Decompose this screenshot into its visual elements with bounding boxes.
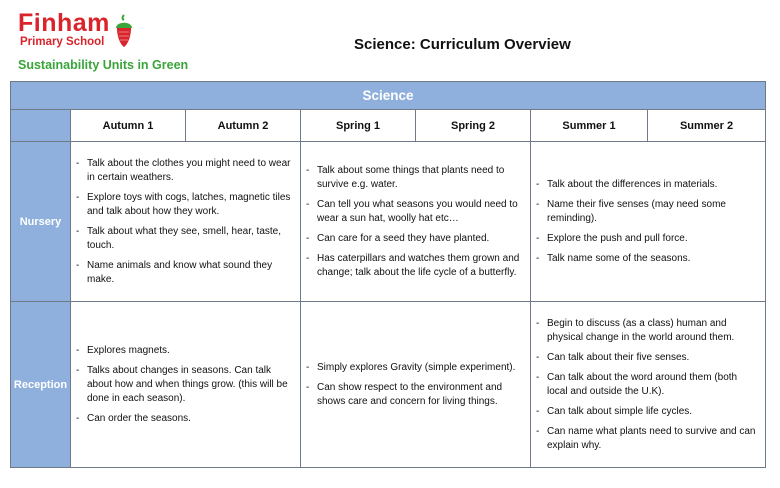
- list-item: - Explore toys with cogs, latches, magnetic tiles and talk about how they work.: [75, 191, 294, 219]
- list-item: - Simply explores Gravity (simple experiment).: [305, 361, 524, 375]
- list-item: - Talk about some things that plants need to survive e.g. water.: [305, 164, 524, 192]
- list-item: - Talk name some of the seasons.: [535, 252, 759, 266]
- table-row: [11, 142, 766, 302]
- row-label: Reception: [11, 302, 71, 468]
- nursery-spring-cell: [301, 142, 531, 302]
- list-item: - Name animals and know what sound they make.: [75, 259, 294, 287]
- document-title: Science: Curriculum Overview: [354, 36, 571, 53]
- corner-cell: [11, 110, 71, 142]
- page-header: [0, 0, 780, 78]
- term-header: Spring 2: [416, 110, 531, 142]
- sustainability-note: Sustainability Units in Green: [18, 58, 189, 72]
- table-row: [11, 302, 766, 468]
- row-label: Nursery: [11, 142, 71, 302]
- list-item: - Can tell you what seasons you would need to wear a sun hat, woolly hat etc…: [305, 198, 524, 226]
- list-item: - Explores magnets.: [75, 344, 294, 358]
- reception-spring-cell: [301, 302, 531, 468]
- list-item: - Can order the seasons.: [75, 412, 294, 426]
- list-item: - Can talk about simple life cycles.: [535, 405, 759, 419]
- reception-summer-cell: [531, 302, 766, 468]
- list-item: - Talks about changes in seasons. Can talk about how and when things grow. (this will be done in each season).: [75, 364, 294, 406]
- list-item: - Name their five senses (may need some reminding).: [535, 198, 759, 226]
- term-header: Summer 2: [648, 110, 766, 142]
- term-header: Autumn 1: [71, 110, 186, 142]
- term-header: Autumn 2: [186, 110, 301, 142]
- list-item: - Can care for a seed they have planted.: [305, 232, 524, 246]
- school-logo: [18, 10, 110, 49]
- list-item: - Can show respect to the environment and shows care and concern for living things.: [305, 381, 524, 409]
- curriculum-table: [10, 81, 766, 468]
- list-item: - Can name what plants need to survive and can explain why.: [535, 425, 759, 453]
- logo-subtitle: Primary School: [20, 36, 105, 48]
- list-item: - Talk about the differences in materials.: [535, 178, 759, 192]
- nursery-summer-cell: [531, 142, 766, 302]
- list-item: - Can talk about the word around them (both local and outside the U.K).: [535, 371, 759, 399]
- term-header-row: [11, 110, 766, 142]
- subject-header-row: [11, 82, 766, 110]
- subject-header: Science: [11, 82, 766, 110]
- list-item: - Explore the push and pull force.: [535, 232, 759, 246]
- logo-name: Finham: [18, 9, 110, 37]
- acorn-icon: [114, 14, 134, 48]
- reception-autumn-cell: [71, 302, 301, 468]
- term-header: Spring 1: [301, 110, 416, 142]
- list-item: - Can talk about their five senses.: [535, 351, 759, 365]
- list-item: - Talk about the clothes you might need to wear in certain weathers.: [75, 157, 294, 185]
- nursery-autumn-cell: [71, 142, 301, 302]
- term-header: Summer 1: [531, 110, 648, 142]
- list-item: - Has caterpillars and watches them grown and change; talk about the life cycle of a butterfly.: [305, 252, 524, 280]
- list-item: - Talk about what they see, smell, hear, taste, touch.: [75, 225, 294, 253]
- list-item: - Begin to discuss (as a class) human and physical change in the world around them.: [535, 317, 759, 345]
